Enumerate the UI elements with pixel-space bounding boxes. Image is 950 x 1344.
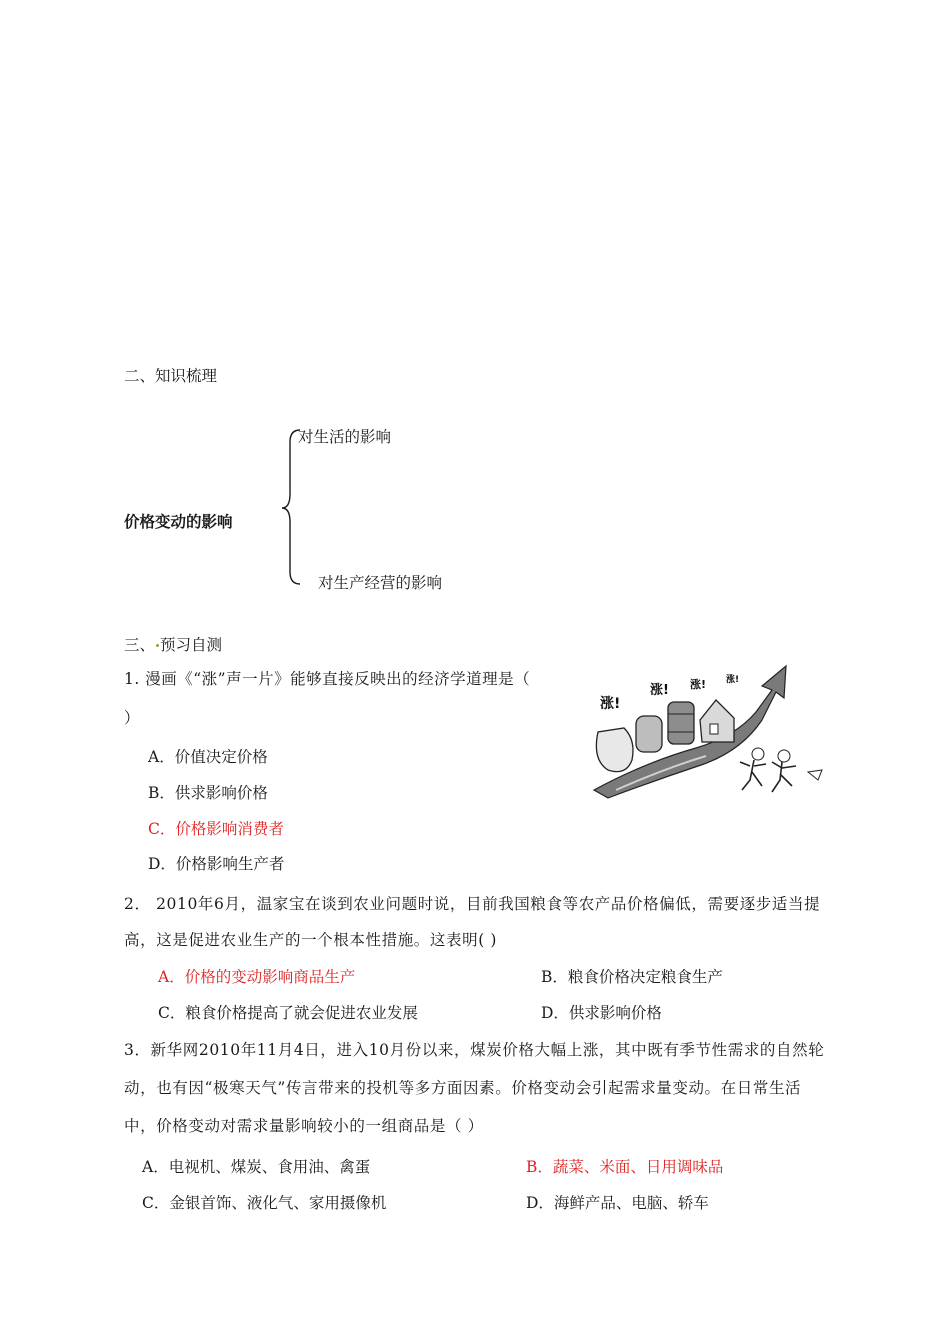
q2-option-a-answer: A．价格的变动影响商品生产 xyxy=(158,968,356,986)
q2-option-d: D．供求影响价格 xyxy=(541,1004,662,1022)
q3-option-a: A．电视机、煤炭、食用油、禽蛋 xyxy=(142,1158,371,1176)
q3-option-c: C．金银首饰、液化气、家用摄像机 xyxy=(142,1194,387,1212)
cartoon-label: 涨! xyxy=(600,696,621,712)
concept-map-branch-production: 对生产经营的影响 xyxy=(318,574,443,592)
q1-option-c-answer: C．价格影响消费者 xyxy=(148,820,284,838)
cartoon-label: 涨! xyxy=(650,683,669,698)
q1-option-b: B．供求影响价格 xyxy=(148,784,268,802)
q3-option-b-answer: B．蔬菜、米面、日用调味品 xyxy=(526,1158,724,1176)
price-rise-cartoon xyxy=(586,662,830,800)
cartoon-label: 涨! xyxy=(690,678,707,691)
cartoon-label: 涨! xyxy=(726,675,740,685)
q2-option-c: C．粮食价格提高了就会促进农业发展 xyxy=(158,1004,418,1022)
concept-map-branch-life: 对生活的影响 xyxy=(298,428,392,446)
q1-option-a: A．价值决定价格 xyxy=(148,748,268,766)
dot-mark-icon xyxy=(156,644,159,647)
q3-option-d: D．海鲜产品、电脑、轿车 xyxy=(526,1194,709,1212)
q2-option-b: B．粮食价格决定粮食生产 xyxy=(541,968,723,986)
section-number: 三、 xyxy=(124,636,156,654)
q1-stem: 1. 漫画《“涨”声一片》能够直接反映出的经济学道理是（ xyxy=(124,670,531,688)
q2-stem: 2． 2010年6月，温家宝在谈到农业问题时说，目前我国粮食等农产品价格偏低，需要逐步适当提高，这是促进农业生产的一个根本性措施。这表明( ) xyxy=(124,895,821,949)
section-heading-pretest xyxy=(124,633,222,655)
section-title: 预习自测 xyxy=(160,636,223,654)
q1-stem-close: ） xyxy=(124,709,140,727)
curly-brace-icon xyxy=(280,428,304,586)
q1-option-d: D．价格影响生产者 xyxy=(148,855,285,873)
concept-map-center: 价格变动的影响 xyxy=(124,513,233,531)
q3-stem: 3．新华网2010年11月4日，进入10月份以来，煤炭价格大幅上涨，其中既有季节性需求的自然轮动，也有因“极寒天气”传言带来的投机等多方面因素。价格变动会引起需求量变动。在日常生活中，价格变动对需求量影响较小的一组商品是（ ） xyxy=(124,1041,825,1135)
section-heading-knowledge: 二、知识梳理 xyxy=(124,367,218,385)
